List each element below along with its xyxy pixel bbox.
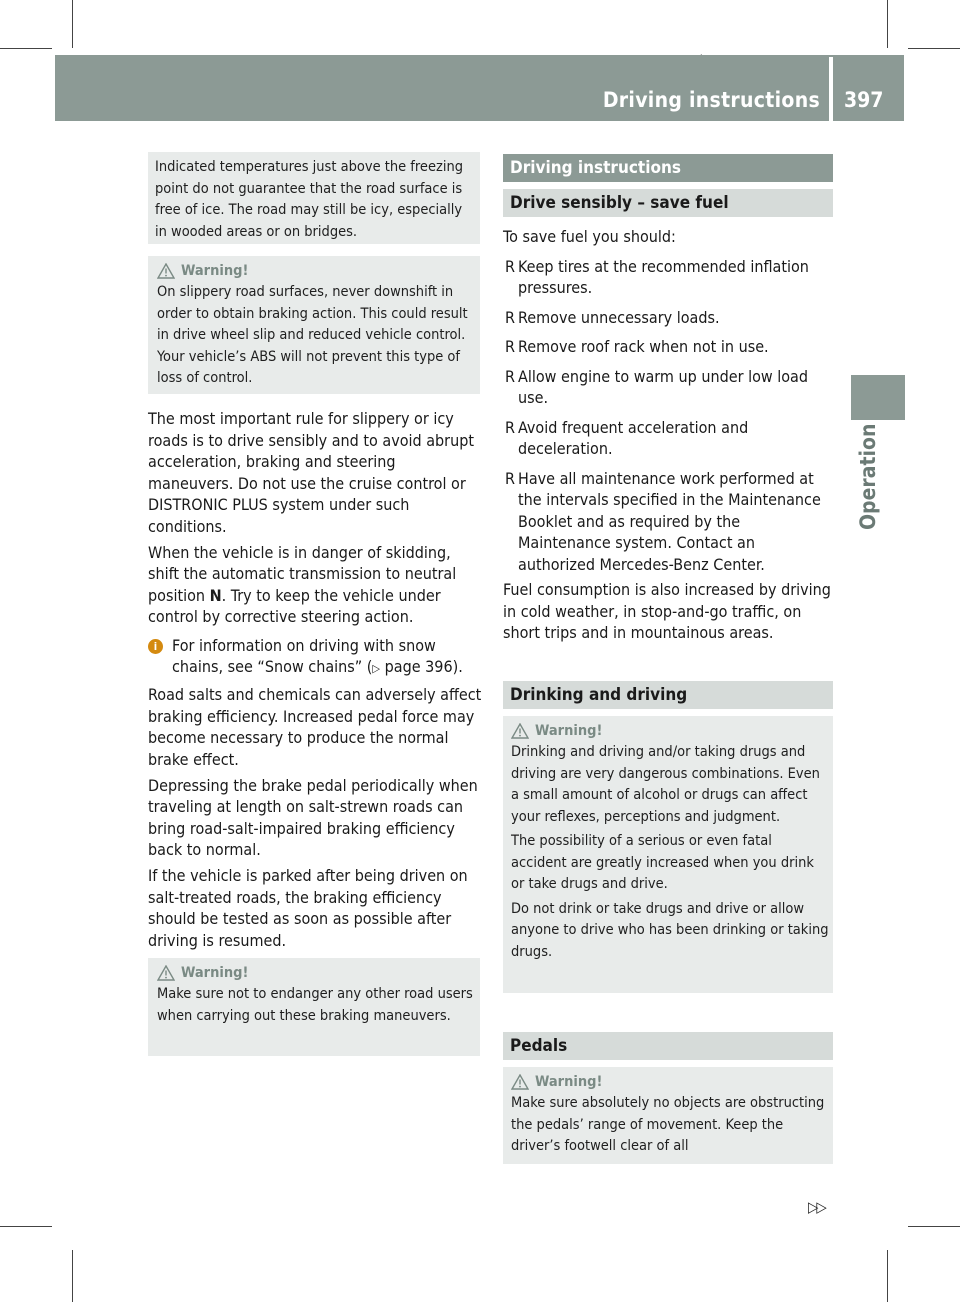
subsection-heading: Pedals [503,1032,833,1060]
warning-heading [157,962,474,984]
list-item [503,307,835,329]
subsection-heading: Drive sensibly – save fuel [503,189,833,217]
info-text-b: page 396). [380,657,463,676]
side-tab-label: Operation [856,424,880,531]
list-item [503,468,835,576]
crop-mark [887,0,888,48]
warning-box [503,1067,833,1164]
crop-mark [0,48,52,49]
section-heading: Driving instructions [503,154,833,182]
list-item-text: Have all maintenance work performed at the intervals specified in the Maintenance Booklet and as required by the Maintenance system. Contact an authorized Mercedes-Benz Center. [518,468,821,574]
list-item-text: Remove roof rack when not in use. [518,337,769,356]
list-item [503,417,835,460]
info-text-a: For information on driving with snow chains, see “Snow chains” ( [172,635,436,676]
side-tab-marker [851,375,905,420]
list-item-text: Keep tires at the recommended inflation pressures. [518,256,809,297]
warning-triangle-icon [511,723,529,739]
warning-heading [511,720,829,742]
header-divider [829,57,833,121]
paragraph: If the vehicle is parked after being driven on salt-treated roads, the braking efficiency should be tested as soon as possible after driving is resumed. [148,866,468,950]
paragraph: Road salts and chemicals can adversely affect braking efficiency. Increased pedal force may become necessary to produce the normal brake effect. [148,685,482,769]
bullet-marker: R [505,256,515,276]
list-item-text: Avoid frequent acceleration and deceleration. [518,417,749,458]
paragraph-text: When the vehicle is in danger of skidding, shift the automatic transmission to neutral position [148,542,457,605]
left-body [148,408,482,956]
right-body [503,226,835,648]
list-item-text: Remove unnecessary loads. [518,307,720,327]
crop-mark [0,1226,52,1227]
list-item-text: Allow engine to warm up under low load use. [518,366,808,407]
bullet-marker: R [505,468,515,488]
warning-box [503,716,833,993]
gear-position-n: N [209,585,222,605]
bullet-marker: R [505,366,515,386]
list-item [503,366,835,409]
paragraph [148,542,482,628]
paragraph: The most important rule for slippery or icy roads is to drive sensibly and to avoid abrupt acceleration, braking and steering maneuvers. Do not use the cruise control or DISTRONIC PLUS system under such conditions. [148,409,474,536]
info-icon: i [148,639,163,654]
warning-box [148,958,480,1056]
warning-text: Do not drink or take drugs and drive or allow anyone to drive who has been drinking or taking drugs. [511,900,829,960]
warning-text: Make sure not to endanger any other road users when carrying out these braking maneuvers. [157,986,473,1024]
list-item [503,336,835,358]
crop-mark [908,1226,960,1227]
warning-heading [157,260,474,282]
crop-mark [887,1250,888,1302]
warning-text: Make sure absolutely no objects are obstructing the pedals’ range of movement. Keep the driver’s footwell clear of all [511,1095,825,1154]
bullet-marker: R [505,307,515,327]
paragraph: To save fuel you should: [503,227,676,246]
warning-label: Warning! [181,965,249,981]
warning-box [148,256,480,394]
crop-mark [72,1250,73,1302]
warning-label: Warning! [535,723,603,739]
warning-text: Drinking and driving and/or taking drugs and driving are very dangerous combinations. Even a small amount of alcohol or drugs can affect your reflexes, perceptions and judgment. [511,744,820,825]
warning-triangle-icon [157,965,175,981]
note-text: Indicated temperatures just above the freezing point do not guarantee that the road surface is free of ice. The road may still be icy, especially in wooded areas or on bridges. [155,159,464,240]
page-title: Driving instructions [602,88,820,112]
note-box [148,152,480,244]
warning-label: Warning! [535,1074,603,1090]
warning-heading [511,1071,829,1093]
warning-text: On slippery road surfaces, never downshift in order to obtain braking action. This could result in drive wheel slip and reduced vehicle control. Your vehicle’s ABS will not prevent this type of loss of control. [157,284,468,386]
list-item [503,256,835,299]
warning-triangle-icon [157,263,175,279]
crop-mark [72,0,73,48]
paragraph-text: . Try to keep the vehicle under control by corrective steering action. [148,585,441,626]
warning-label: Warning! [181,263,249,279]
paragraph: Fuel consumption is also increased by driving in cold weather, in stop-and-go traffic, on short trips and in mountainous areas. [503,580,831,642]
warning-triangle-icon [511,1074,529,1090]
continued-marker-icon: ▷▷ [808,1198,825,1216]
subsection-heading: Drinking and driving [503,681,833,709]
bullet-marker: R [505,417,515,437]
info-text [172,635,482,680]
crop-mark [908,48,960,49]
page-ref-arrow-icon: ▷ [372,662,381,675]
info-note [148,635,482,680]
bullet-marker: R [505,337,515,356]
page-number: 397 [844,88,884,112]
paragraph: Depressing the brake pedal periodically when traveling at length on salt-strewn roads can bring road-salt-impaired braking efficiency back to normal. [148,775,478,859]
warning-text: The possibility of a serious or even fatal accident are greatly increased when you drink or take drugs and drive. [511,833,814,892]
